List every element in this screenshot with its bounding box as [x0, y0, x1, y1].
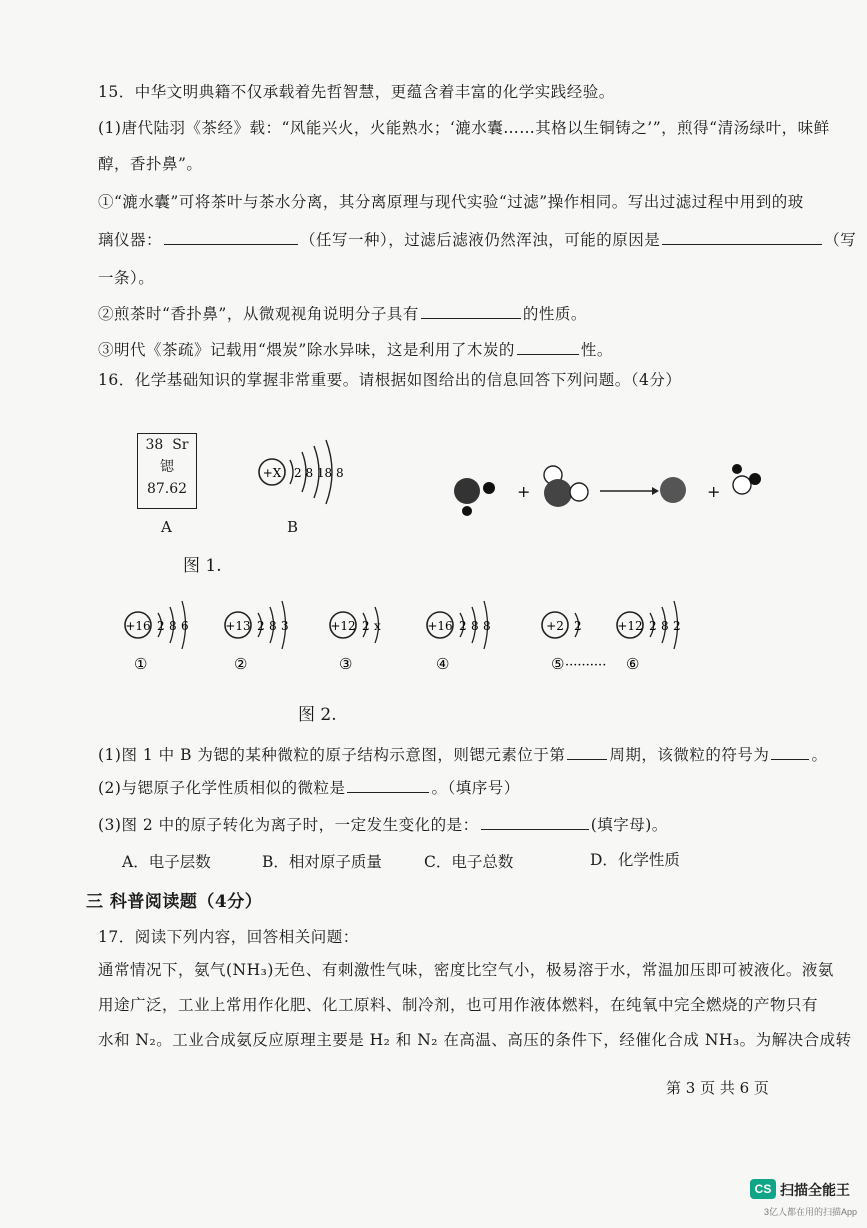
q16-q3	[98, 813, 668, 835]
choice-c: C．电子总数	[424, 853, 514, 871]
label-a: A	[161, 518, 172, 536]
element-card-sr	[137, 433, 197, 509]
electron-count: 8	[471, 619, 479, 633]
atom-nucleus-charge: +16	[125, 619, 151, 633]
plus-sign: +	[517, 482, 531, 501]
atom-diagram-1	[125, 601, 189, 673]
q15-s1-line1: ①“漉水囊”可将茶叶与茶水分离，其分离原理与现代实验“过滤”操作相同。写出过滤过程中用到的玻	[98, 193, 804, 211]
svg-text:+: +	[707, 482, 721, 501]
atom-diagram-2	[225, 601, 289, 673]
electron-count: 2	[362, 619, 370, 633]
section-3-heading: 三 科普阅读题（4分）	[86, 892, 263, 912]
q15-s2-pre: ②煎茶时“香扑鼻”，从微观视角说明分子具有	[98, 305, 419, 323]
atom-index-mark: ①	[134, 655, 148, 673]
figure-2-atoms	[110, 585, 710, 685]
answer-blank-reason[interactable]	[662, 230, 822, 245]
q15-s1-line2	[98, 228, 856, 250]
atom-diagram-6	[617, 601, 681, 673]
molecule-atom	[454, 478, 480, 504]
q17-p1: 通常情况下，氨气(NH₃)无色、有刺激性气味，密度比空气小，极易溶于水，常温加压即可被液化。液氨	[98, 961, 834, 979]
q16-q1-pre: (1)图 1 中 B 为锶的某种微粒的原子结构示意图，则锶元素位于第	[98, 746, 566, 764]
choice-a: A．电子层数	[122, 853, 211, 871]
q16-q1	[98, 743, 827, 765]
atom-index-mark: ⑥	[626, 655, 640, 673]
page-number: 第 3 页 共 6 页	[666, 1079, 769, 1097]
atom-structure-b	[250, 430, 370, 510]
figure-2-caption: 图 2.	[298, 705, 337, 725]
electron-count: 2	[157, 619, 165, 633]
q16-q1-end: 。	[811, 746, 828, 764]
shells-b: 2 8 18 8	[294, 466, 344, 480]
camscanner-name: 扫描全能王	[780, 1182, 850, 1198]
q15-s2	[98, 302, 587, 324]
dotted-connector: ··········	[565, 658, 607, 673]
q17-p2: 用途广泛，工业上常用作化肥、化工原料、制冷剂，也可用作液体燃料，在纯氧中完全燃烧的产物只有	[98, 996, 819, 1014]
atom-nucleus-charge: +12	[330, 619, 356, 633]
atom-nucleus-charge: +16	[427, 619, 453, 633]
electron-count: 8	[269, 619, 277, 633]
atom-nucleus-charge: +13	[225, 619, 251, 633]
q15-s3-post: 性。	[580, 341, 613, 359]
q17-p3: 水和 N₂。工业合成氨反应原理主要是 H₂ 和 N₂ 在高温、高压的条件下，经催化合成 NH₃。为解决合成转	[98, 1031, 852, 1049]
q16-q3-pre: (3)图 2 中的原子转化为离子时，一定发生变化的是：	[98, 816, 479, 834]
answer-blank-change[interactable]	[481, 815, 589, 830]
element-symbol: Sr	[172, 437, 189, 453]
choice-b: B．相对原子质量	[262, 853, 382, 871]
answer-blank-glassware[interactable]	[164, 230, 298, 245]
element-name: 锶	[160, 459, 174, 475]
answer-blank-property[interactable]	[421, 304, 521, 319]
atomic-number: 38	[145, 437, 164, 453]
q16-title: 16．化学基础知识的掌握非常重要。请根据如图给出的信息回答下列问题。（4分）	[98, 371, 682, 389]
atomic-mass: 87.62	[146, 481, 188, 497]
atom-index-mark: ②	[234, 655, 248, 673]
q15-s3-pre: ③明代《茶疏》记载用“煨炭”除水异味，这是利用了木炭的	[98, 341, 515, 359]
atom-index-mark: ④	[436, 655, 450, 673]
q15-s1-pre: 璃仪器：	[98, 231, 163, 249]
label-b: B	[287, 518, 299, 536]
q16-q2-post: 。（填序号）	[431, 779, 520, 797]
answer-blank-adsorption[interactable]	[517, 340, 579, 355]
q16-q2-pre: (2)与锶原子化学性质相似的微粒是	[98, 779, 346, 797]
q15-p1-line2: 醇，香扑鼻”。	[98, 155, 203, 173]
answer-blank-period[interactable]	[567, 745, 607, 760]
q17-title: 17．阅读下列内容，回答相关问题：	[98, 928, 359, 946]
camscanner-logo: CS	[750, 1179, 776, 1199]
q15-s1-line3: 一条）。	[98, 269, 155, 287]
q15-p1-line1: (1)唐代陆羽《茶经》载：“风能兴火，火能熟水；‘漉水囊……其格以生铜铸之’”，煎得“清汤绿叶，味鲜	[98, 119, 830, 137]
electron-count: 6	[181, 619, 189, 633]
atom-diagram-3	[330, 607, 381, 673]
reaction-diagram	[445, 455, 775, 525]
q15-s1-mid: （任写一种），过滤后滤液仍然浑浊，可能的原因是	[300, 231, 661, 249]
nucleus-b: +X	[262, 466, 282, 480]
electron-count: 3	[281, 619, 289, 633]
q15-s2-post: 的性质。	[522, 305, 587, 323]
atom-diagram-4	[427, 601, 491, 673]
choice-d: D．化学性质	[590, 851, 680, 869]
q15-s3	[98, 338, 613, 360]
q16-q2	[98, 776, 520, 798]
electron-count: x	[374, 619, 381, 633]
electron-count: 8	[483, 619, 491, 633]
q15-s1-end: （写	[824, 231, 857, 249]
electron-count: 8	[169, 619, 177, 633]
atom-nucleus-charge: +2	[546, 619, 564, 633]
electron-count: 2	[649, 619, 657, 633]
answer-blank-similar[interactable]	[347, 778, 429, 793]
atom-nucleus-charge: +12	[617, 619, 643, 633]
q15-title: 15．中华文明典籍不仅承载着先哲智慧，更蕴含着丰富的化学实践经验。	[98, 83, 615, 101]
atom-index-mark: ⑤	[551, 655, 565, 673]
electron-count: 2	[257, 619, 265, 633]
atom-index-mark: ③	[339, 655, 353, 673]
electron-count: 8	[661, 619, 669, 633]
camscanner-tagline: 3亿人都在用的扫描App	[764, 1207, 858, 1217]
answer-blank-symbol[interactable]	[771, 745, 809, 760]
electron-count: 2	[459, 619, 467, 633]
figure-1-caption: 图 1.	[183, 556, 222, 576]
electron-count: 2	[574, 619, 582, 633]
electron-count: 2	[673, 619, 681, 633]
q16-q3-post: (填字母)。	[590, 816, 668, 834]
q16-q1-mid: 周期，该微粒的符号为	[609, 746, 770, 764]
